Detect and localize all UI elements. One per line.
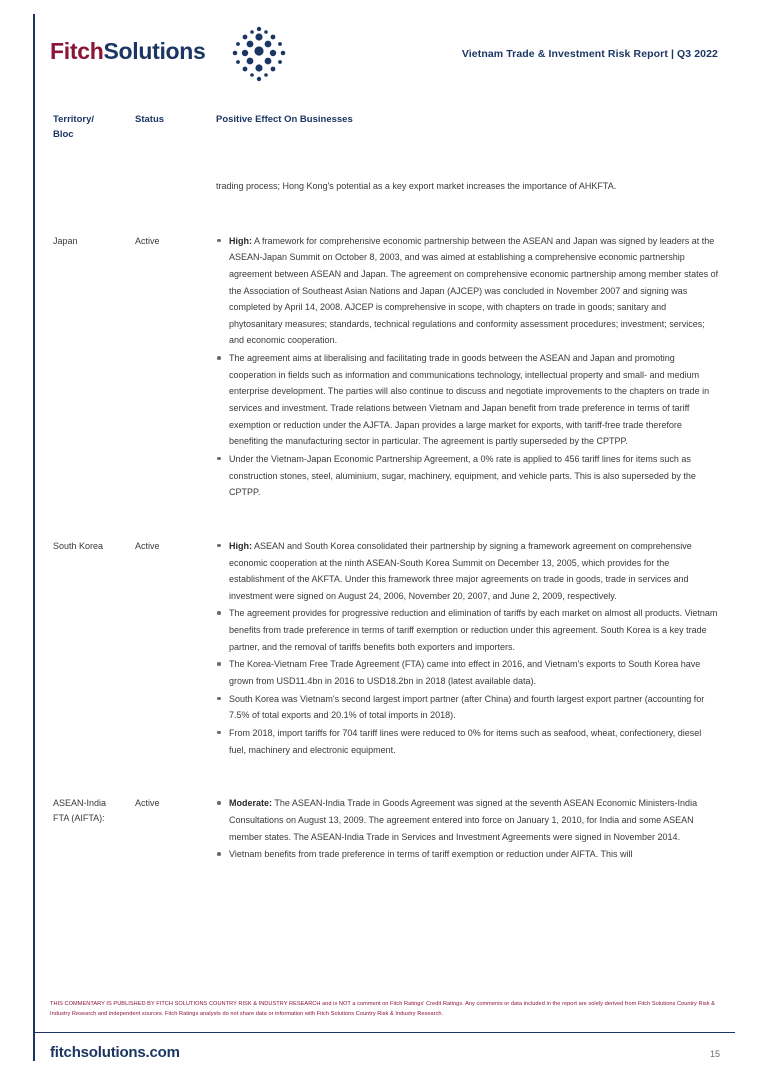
agreements-table (53, 112, 720, 886)
list-item (216, 846, 720, 863)
bullet-text: ASEAN and South Korea consolidated their partnership by signing a framework agreement on comprehensive economic cooperation at the ninth ASEAN-South Korea Summit on December 13, 2005, which provides for the establishment of the AKFTA. Under this framework three major agreements on trade in goods, trade in services and investment were signed on August 24, 2006, November 20, 2007, and June 2, 2009, respectively. (229, 540, 692, 601)
bullet-text: A framework for comprehensive economic partnership between the ASEAN and Japan was signed by leaders at the ASEAN-Japan Summit on October 8, 2003, and was aimed at establishing a comprehensive economic partnership agreement between ASEAN and Japan. The agreement on comprehensive economic partnership among member states of the Association of Southeast Asian Nations and Japan (AJCEP) was concluded in November 2007 and signing was completed by April 14, 2008. AJCEP is comprehensive in scope, with chapters on trade in goods; sanitary and phytosanitary measures; standards, technical regulations and conformity assessment procedures; investment; services; and economic cooperation. (229, 235, 719, 346)
cell-territory-line2: FTA (AIFTA): (53, 813, 105, 824)
cell-territory-line1: ASEAN-India (53, 798, 107, 809)
logo-fitch-text: Fitch (50, 38, 104, 64)
bullet-text: Vietnam benefits from trade preference in terms of tariff exemption or reduction under AIFTA. This will (229, 849, 633, 860)
page-header (50, 18, 718, 80)
bullet-lead: High: (229, 540, 252, 551)
cell-territory: Japan (53, 235, 78, 246)
fitch-solutions-logo (50, 38, 206, 65)
column-header-territory (53, 112, 123, 142)
list-item (216, 656, 720, 689)
table-header-row (53, 112, 720, 156)
bullet-text: Under the Vietnam-Japan Economic Partnership Agreement, a 0% rate is applied to 456 tariff lines for items such as construction stones, steel, aluminium, sugar, machinery, equipment, and vehicle parts. This is also superseded by the CPTPP. (229, 453, 696, 498)
list-item (216, 233, 720, 349)
page-number: 15 (709, 1049, 720, 1059)
list-item (216, 451, 720, 501)
cell-effect (216, 233, 720, 502)
list-item (216, 605, 720, 655)
bullet-list (216, 233, 720, 501)
bullet-list (216, 795, 720, 863)
list-item (216, 350, 720, 450)
cell-territory (53, 178, 135, 179)
column-header-territory-line2: Bloc (53, 129, 74, 141)
bullet-text: The ASEAN-India Trade in Goods Agreement was signed at the seventh ASEAN Economic Ministers-India Consultations on August 13, 2009. The agreement entered into force on January 1, 2010, for India and some ASEAN member states. The ASEAN-India Trade in Services and Investment Agreements were signed in November 2014. (229, 798, 698, 842)
table-row (53, 233, 720, 502)
table-row (53, 178, 720, 195)
bullet-lead: High: (229, 235, 252, 246)
report-title: Vietnam Trade & Investment Risk Report | Q3 2022 (461, 48, 718, 60)
page-footer (50, 1044, 720, 1068)
cell-status: Active (135, 540, 160, 551)
cell-effect (216, 795, 720, 864)
column-header-status: Status (135, 114, 165, 125)
cell-status (135, 178, 216, 179)
column-header-effect: Positive Effect On Businesses (216, 114, 353, 125)
cell-status: Active (135, 235, 160, 246)
list-item (216, 538, 720, 605)
bullet-text: From 2018, import tariffs for 704 tariff lines were reduced to 0% for items such as seafood, wheat, confectionery, diesel fuel, machinery and electronic equipment. (229, 727, 702, 755)
cell-effect (216, 538, 720, 759)
table-row (53, 538, 720, 759)
table-row (53, 795, 720, 864)
cell-effect (216, 178, 720, 195)
left-accent-rule (33, 14, 35, 1061)
logo-dot-cluster-icon (228, 23, 290, 85)
cell-status: Active (135, 798, 160, 809)
bullet-text: The agreement provides for progressive reduction and elimination of tariffs by each market on almost all products. Vietnam benefits from trade preference in terms of tariff exemption or reduction under this agreement. South Korea is a key trade partner, and the removal of tariffs benefits both exporters and importers. (229, 608, 718, 652)
list-item (216, 725, 720, 758)
logo-solutions-text: Solutions (103, 38, 206, 64)
column-header-territory-line1: Territory/ (53, 114, 95, 125)
continued-paragraph: trading process; Hong Kong's potential as a key export market increases the importance of AHKFTA. (216, 181, 617, 191)
cell-territory (53, 795, 135, 826)
bullet-text: The agreement aims at liberalising and facilitating trade in goods between the ASEAN and Japan and promoting cooperation in fields such as information and communications technology, intellectual property and small- and medium enterprise development. The parties will also continue to discuss and negotiate improvements to the chapters on trade in services and investment. Trade relations between Vietnam and Japan benefit from trade preference in terms of tariff exemption or reduction under the AJFTA. Japan provides a large market for exports, with tariff-free trade therefore benefiting the manufacturing sector in particular. The agreement is partly superseded by the CPTPP. (229, 353, 710, 447)
bullet-text: South Korea was Vietnam's second largest import partner (after China) and fourth largest export partner (accounting for 7.5% of total exports and 20.1% of total imports in 2018). (229, 693, 705, 721)
footer-disclaimer: THIS COMMENTARY IS PUBLISHED BY FITCH SOLUTIONS COUNTRY RISK & INDUSTRY RESEARCH and is NOT a comment on Fitch Ratings' Credit Ratings. Any comments or data included in the report are solely derived from Fitch Solutions Country Risk & Industry Research and independent sources. Fitch Ratings analysts do not share data or information with Fitch Solutions Country Risk & Industry Research. (50, 1001, 715, 1017)
bullet-lead: Moderate: (229, 798, 273, 809)
bullet-list (216, 538, 720, 758)
list-item (216, 795, 720, 845)
cell-territory: South Korea (53, 540, 104, 551)
footer-divider (33, 1032, 735, 1033)
list-item (216, 691, 720, 724)
footer-website-link[interactable]: fitchsolutions.com (50, 1044, 180, 1061)
bullet-text: The Korea-Vietnam Free Trade Agreement (FTA) came into effect in 2016, and Vietnam's exports to South Korea have grown from USD11.4bn in 2016 to USD18.2bn in 2018 (latest available data). (229, 659, 701, 687)
